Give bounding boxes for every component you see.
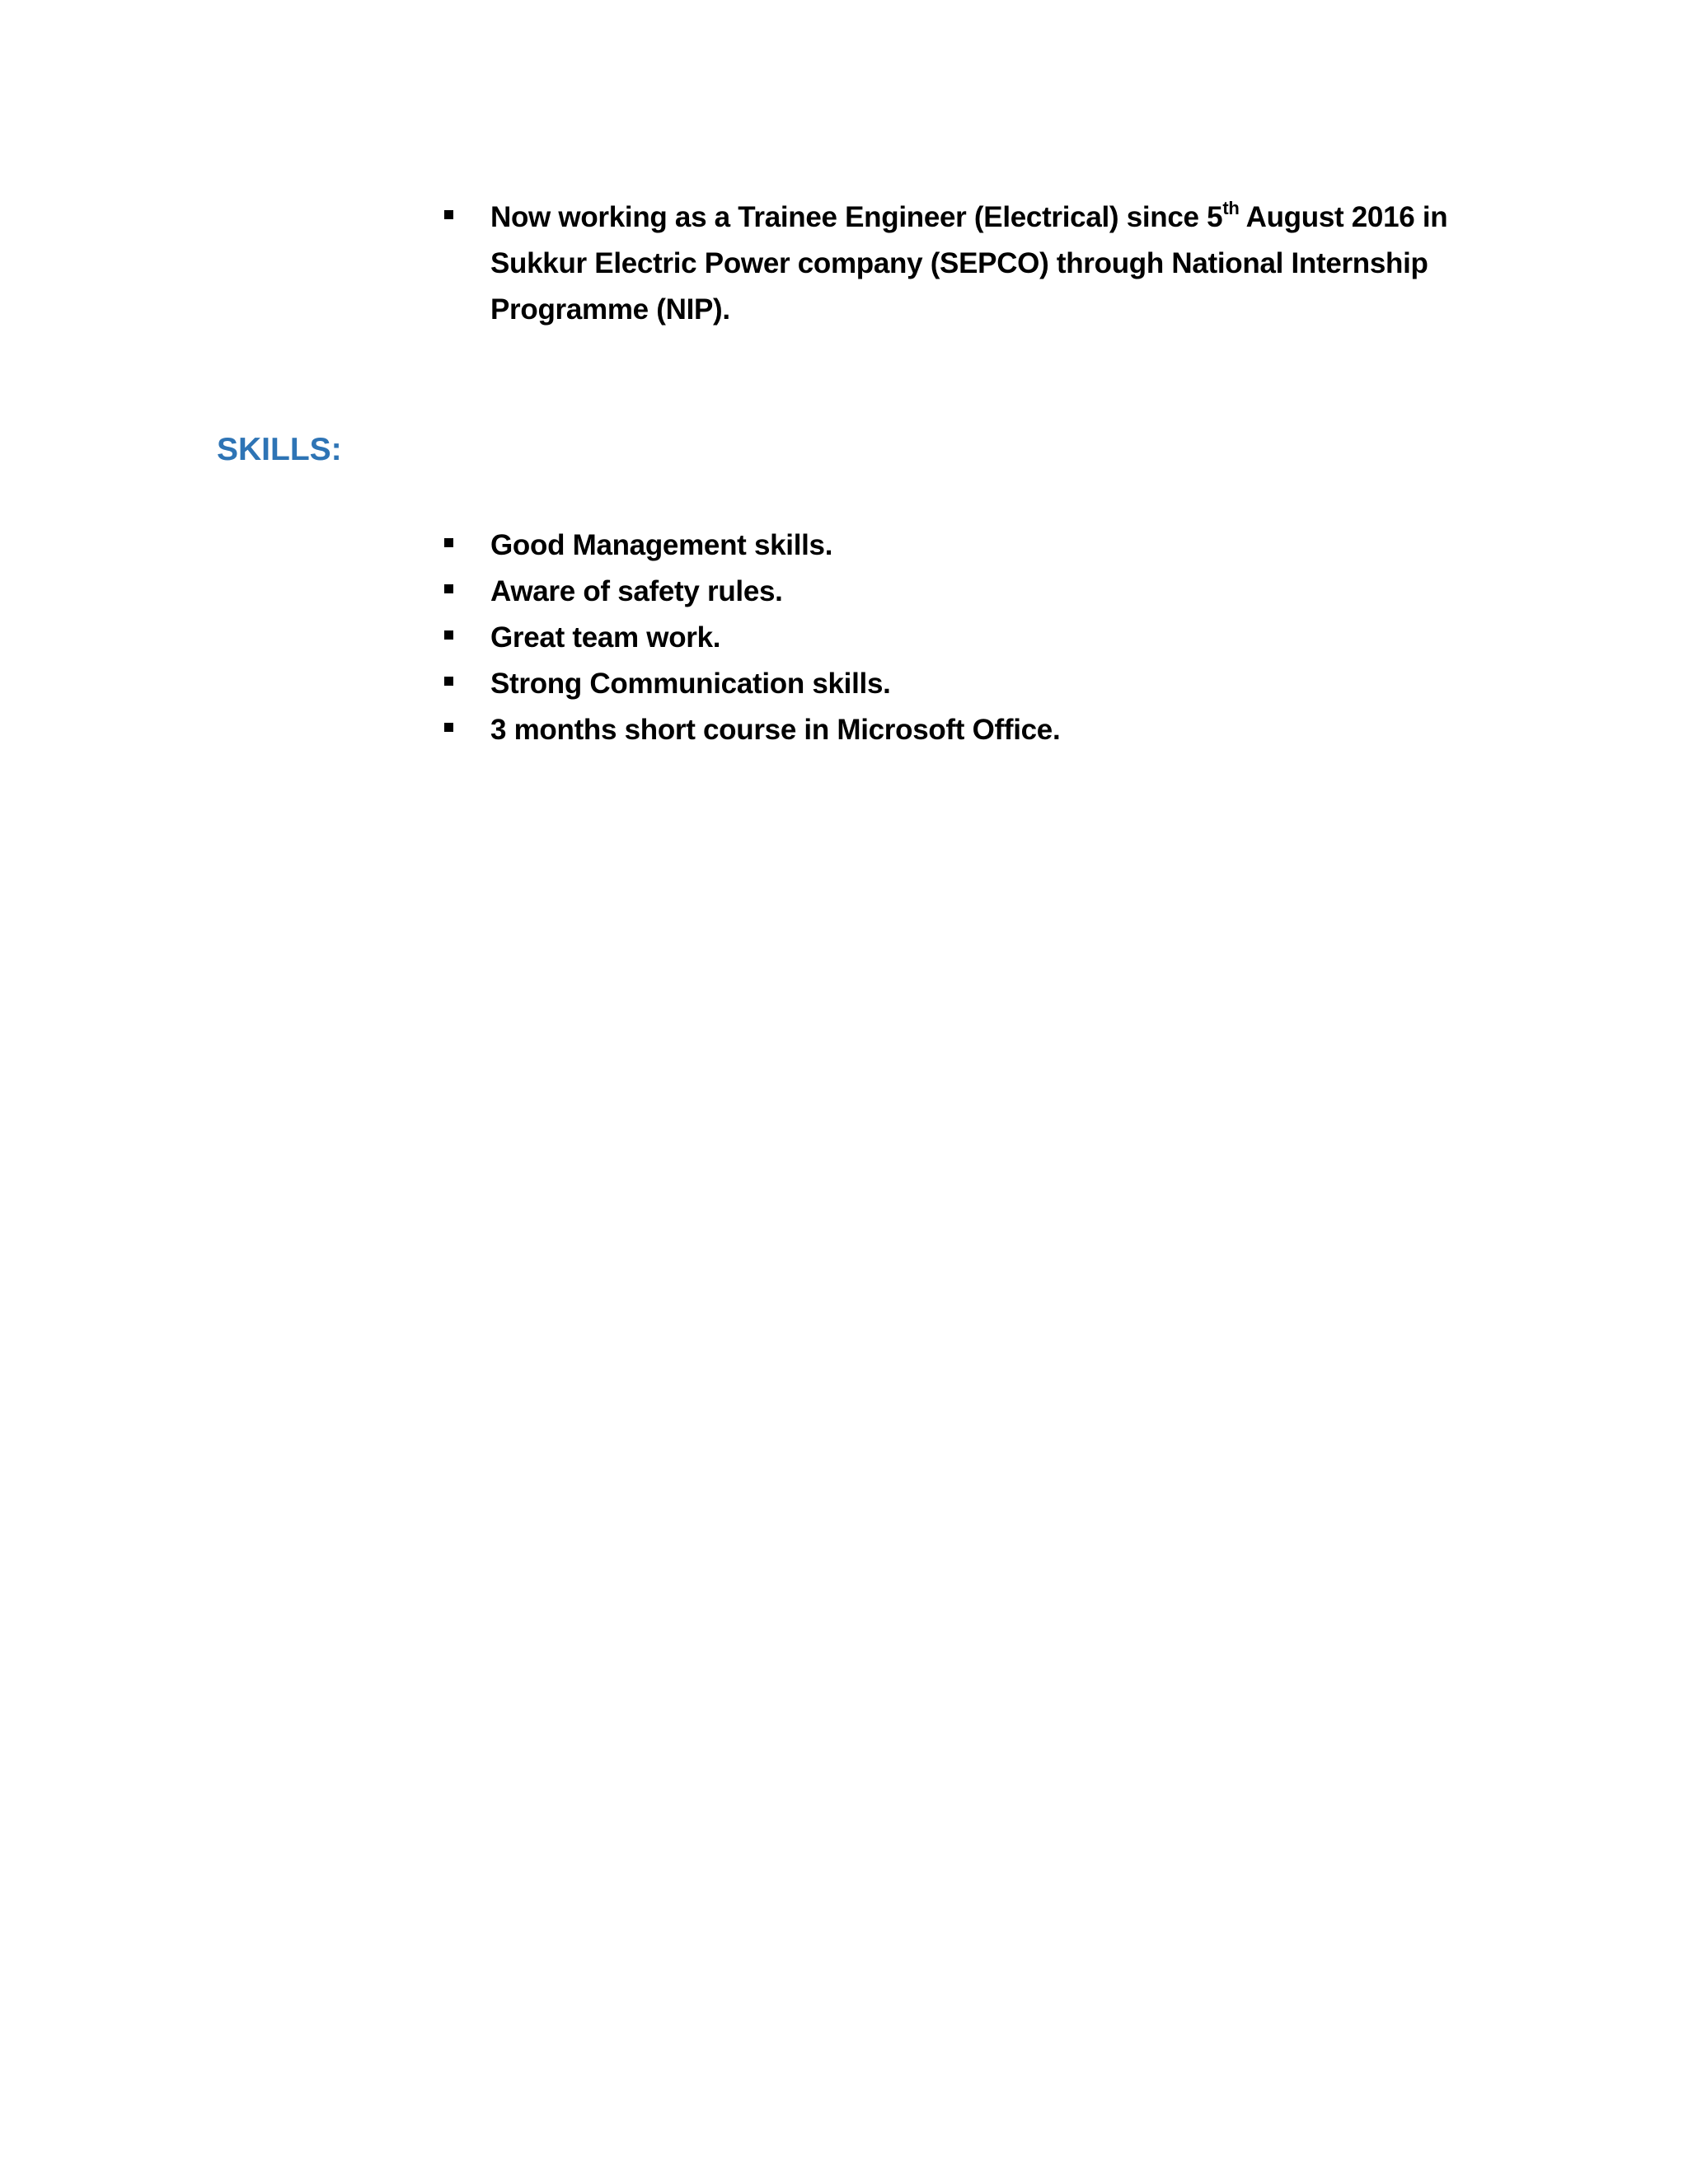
square-bullet-icon [444, 723, 453, 732]
skill-text: Strong Communication skills. [490, 668, 891, 700]
experience-item [441, 194, 1488, 333]
skill-item [441, 661, 1488, 707]
skill-item [441, 615, 1488, 661]
square-bullet-icon [444, 630, 453, 640]
square-bullet-icon [444, 584, 453, 593]
experience-list [441, 194, 1488, 333]
skill-item [441, 569, 1488, 615]
experience-text-after: August 2016 in Sukkur Electric Power company (SEPCO) through National Internship Programme (NIP). [490, 201, 1448, 326]
skill-text: Aware of safety rules. [490, 575, 783, 607]
skill-item [441, 523, 1488, 569]
square-bullet-icon [444, 210, 453, 219]
skill-text: Great team work. [490, 621, 721, 654]
experience-superscript: th [1222, 198, 1240, 219]
skill-text: 3 months short course in Microsoft Office. [490, 714, 1061, 746]
experience-text-before: Now working as a Trainee Engineer (Electrical) since 5 [490, 201, 1223, 233]
square-bullet-icon [444, 677, 453, 686]
square-bullet-icon [444, 538, 453, 547]
skill-text: Good Management skills. [490, 529, 833, 561]
skills-heading: SKILLS: [217, 432, 342, 467]
skill-item [441, 707, 1488, 753]
skills-list [441, 523, 1488, 753]
